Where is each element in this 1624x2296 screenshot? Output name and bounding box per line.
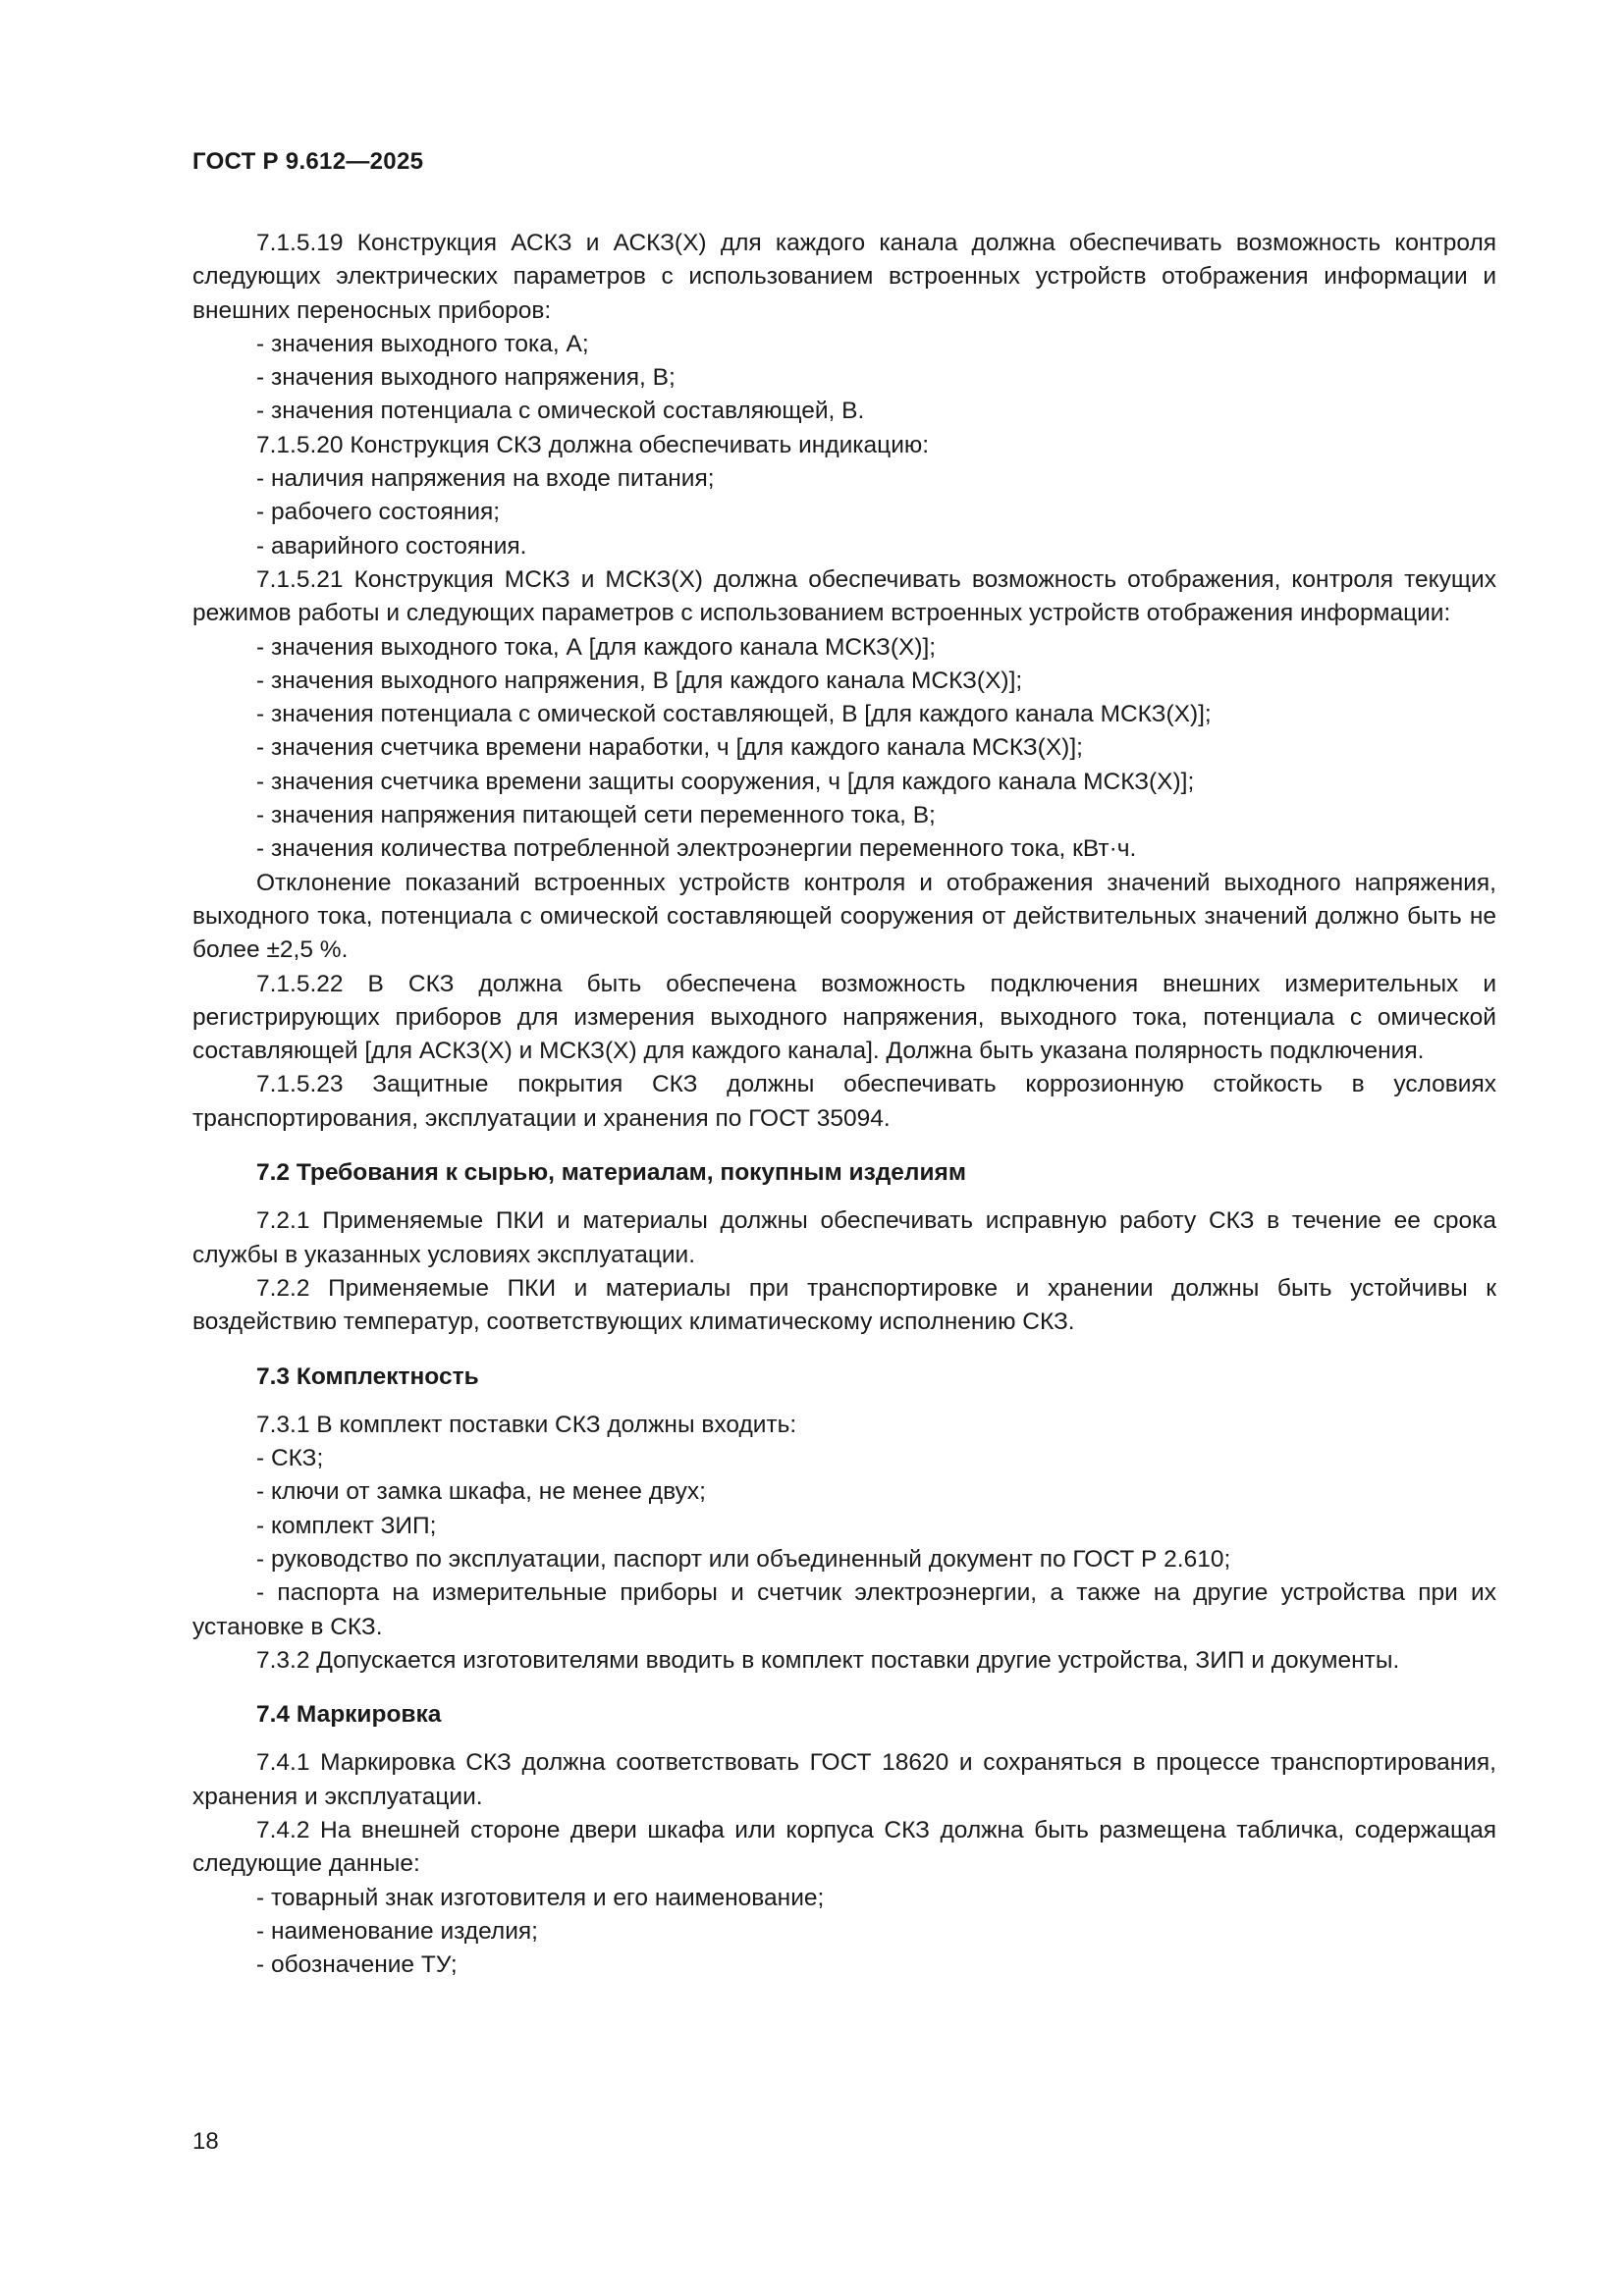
paragraph: 7.1.5.19 Конструкция АСКЗ и АСКЗ(Х) для каждого канала должна обеспечивать возможность контроля следующих электрических параметров с использованием встроенных устройств отображения информации и внешних переносных приборов:	[192, 230, 1496, 324]
list-item: - рабочего состояния;	[256, 499, 501, 526]
list-item: - значения количества потребленной электроэнергии переменного тока, кВт·ч.	[256, 835, 1137, 863]
list-item: - значения счетчика времени наработки, ч [для каждого канала МСКЗ(Х)];	[256, 734, 1083, 762]
paragraph: 7.4.2 На внешней стороне двери шкафа или корпуса СКЗ должна быть размещена табличка, содержащая следующие данные:	[192, 1817, 1496, 1878]
paragraph: 7.1.5.23 Защитные покрытия СКЗ должны обеспечивать коррозионную стойкость в условиях транспортирования, эксплуатации и хранения по ГОСТ 35094.	[192, 1071, 1496, 1132]
document-code-header: ГОСТ Р 9.612—2025	[192, 148, 424, 175]
list-item: - наименование изделия;	[256, 1917, 538, 1945]
list-item: - ключи от замка шкафа, не менее двух;	[256, 1478, 706, 1506]
section-heading: 7.3 Комплектность	[256, 1362, 479, 1390]
paragraph: 7.3.2 Допускается изготовителями вводить в комплект поставки другие устройства, ЗИП и документы.	[256, 1646, 1400, 1674]
list-item: - СКЗ;	[256, 1445, 324, 1472]
list-item: - значения потенциала с омической составляющей, В [для каждого канала МСКЗ(Х)];	[256, 701, 1212, 728]
list-item: - комплект ЗИП;	[256, 1512, 437, 1539]
list-item: - наличия напряжения на входе питания;	[256, 465, 715, 493]
list-item: - обозначение ТУ;	[256, 1951, 458, 1979]
list-item: - товарный знак изготовителя и его наименование;	[256, 1884, 825, 1911]
section-heading: 7.2 Требования к сырью, материалам, покупным изделиям	[256, 1159, 966, 1187]
list-item: - значения выходного тока, А;	[256, 330, 589, 357]
list-item: - значения потенциала с омической составляющей, В.	[256, 398, 865, 425]
paragraph: 7.1.5.21 Конструкция МСКЗ и МСКЗ(Х) должна обеспечивать возможность отображения, контроля текущих режимов работы и следующих параметров с использованием встроенных устройств отображения информации:	[192, 565, 1496, 627]
paragraph: 7.1.5.22 В СКЗ должна быть обеспечена возможность подключения внешних измерительных и регистрирующих приборов для измерения выходного напряжения, выходного тока, потенциала с омической составляющей [для АСКЗ(Х) и МСКЗ(Х) для каждого канала]. Должна быть указана полярность подключения.	[192, 970, 1496, 1065]
paragraph: 7.3.1 В комплект поставки СКЗ должны входить:	[256, 1411, 797, 1438]
list-item: - паспорта на измерительные приборы и счетчик электроэнергии, а также на другие устройства при их установке в СКЗ.	[192, 1579, 1496, 1640]
document-body	[192, 227, 1496, 1983]
paragraph: 7.4.1 Маркировка СКЗ должна соответствовать ГОСТ 18620 и сохраняться в процессе транспортирования, хранения и эксплуатации.	[192, 1749, 1496, 1810]
paragraph: 7.2.2 Применяемые ПКИ и материалы при транспортировке и хранении должны быть устойчивы к воздействию температур, соответствующих климатическому исполнению СКЗ.	[192, 1274, 1496, 1336]
list-item: - аварийного состояния.	[256, 532, 527, 560]
list-item: - значения выходного напряжения, В [для каждого канала МСКЗ(Х)];	[256, 667, 1023, 694]
list-item: - значения выходного тока, А [для каждого канала МСКЗ(Х)];	[256, 633, 937, 661]
list-item: - значения выходного напряжения, В;	[256, 364, 676, 392]
list-item: - руководство по эксплуатации, паспорт или объединенный документ по ГОСТ Р 2.610;	[256, 1545, 1231, 1573]
list-item: - значения напряжения питающей сети переменного тока, В;	[256, 802, 936, 829]
paragraph: 7.2.1 Применяемые ПКИ и материалы должны обеспечивать исправную работу СКЗ в течение ее срока службы в указанных условиях эксплуатации.	[192, 1207, 1496, 1268]
section-heading: 7.4 Маркировка	[256, 1701, 442, 1729]
paragraph: Отклонение показаний встроенных устройств контроля и отображения значений выходного напряжения, выходного тока, потенциала с омической составляющей сооружения от действительных значений должно быть не более ±2,5 %.	[192, 869, 1496, 964]
list-item: - значения счетчика времени защиты сооружения, ч [для каждого канала МСКЗ(Х)];	[256, 768, 1195, 795]
paragraph: 7.1.5.20 Конструкция СКЗ должна обеспечивать индикацию:	[256, 431, 930, 458]
page-number: 18	[192, 2128, 219, 2155]
